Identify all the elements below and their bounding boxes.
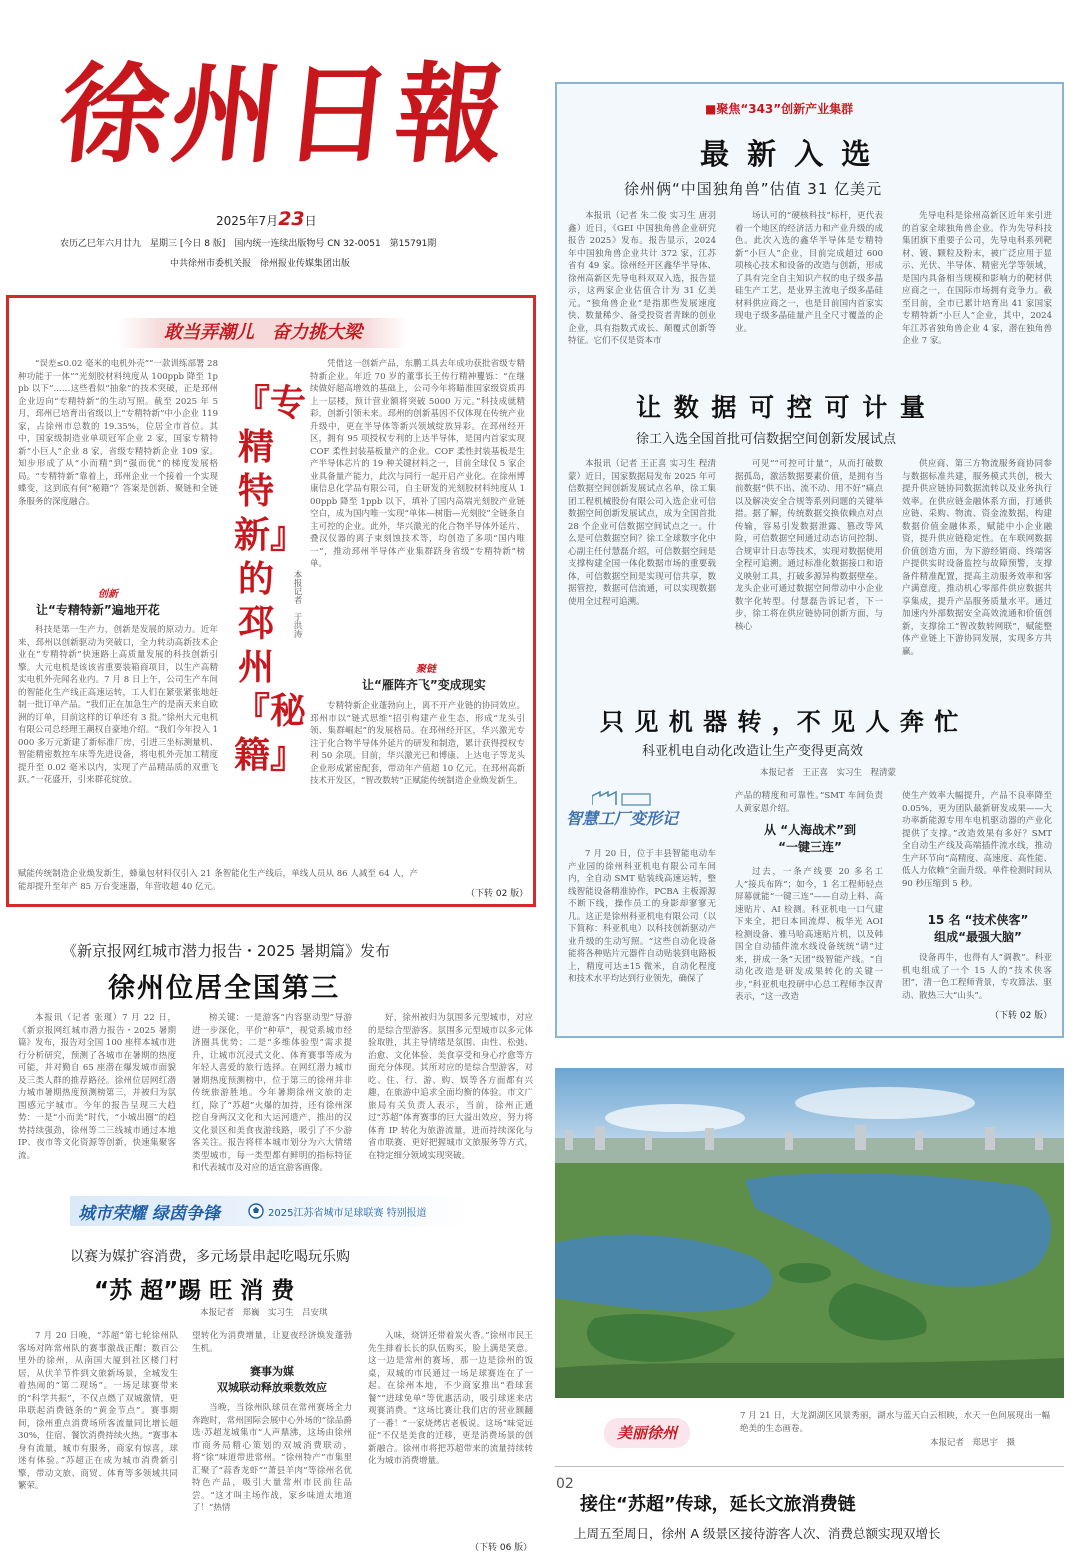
suchao-kicker: 以赛为媒扩容消费，多元场景串起吃喝玩乐购 — [70, 1249, 350, 1265]
feature-vertical-title: 『专精特新』的邳州『秘籍』 — [234, 383, 307, 776]
robot-subhead-1: 从 “人海战术”到 “一键三连” — [764, 823, 856, 854]
factory-icon — [592, 790, 652, 806]
date-suffix: 日 — [304, 214, 317, 228]
robot-column-2a: 产品的精度和可靠性。”SMT 车间负责人黄家恩介绍。 — [735, 791, 883, 814]
feature-bottom-text: 赋能传统制造企业焕发新生，蜂巢包材料仅引入 21 条智能化生产线后，单线人员从 86 人减至 64 人，产能却提升至年产 85 万台变速器，年营收超 40 亿元。 — [18, 869, 418, 892]
suchao-banner-title: 城市荣耀 绿茵争锋 — [78, 1204, 220, 1224]
suchao-column-3: 入味，烧饼还带着炭火香。”徐州市民王先生排着长长的队伍购买，脸上满是笑意。这一边是常州的赛场，那一边是徐州的饭桌，双城的市民通过一场足球赛连在了一起。在徐州本地，不少商家推出“看球套餐”“进球免单”等优惠活动，吸引球迷来店观赛消费。“这场比赛让我们店的营业额翻了一番！”一家烧烤店老板说。这场“味觉远征”不仅是美食的迁移，更是消费场景的创新融合。徐州市将把苏超带来的流量持续转化为城市消费增量。 — [368, 1331, 533, 1466]
feature-column-1a: “误差≤0.02 毫米的电机外壳”“一款训练部署 28 种功能于一体”“光刻胶材料纯度从 100ppb 降至 1ppb 以下”……这些看似“抽象”的技术突破，正是邳州企业迈向“专精特新”的生动写照。截至 2025 年 5 月，邳州已培育出省级以上“专精特新”中小企业 119 家，占徐州市总数的 19.35%，位居全市首位。其中，国家级制造业单项冠军企业 2 家，国家专精特新“小巨人”企业 8 家，省级专精特新企业 109 家。知步形成了从“小而精”到“强而优”的梯度发展格局。“专精特新”靠着上，邳州企业一个接着一个实现蝶变，这到底有何“秘籍”？答案是创新、聚链和全链条服务的深度融合。 — [18, 359, 218, 507]
teaser-page-number: 02 — [556, 1476, 574, 1492]
date-prefix: 2025年7月 — [216, 214, 279, 228]
feature-column-2a: 凭借这一创新产品，东鹏工具去年成功获批省级专精特新企业。年近 70 岁的董事长王传行精神矍铄：“在继续做好超高增效的基础上，公司今年将瞄准国家级资质再上一层楼，预计营业额将突破 5000 万元。”科技成就精彩，创新引领未来。邳州的创新基因不仅体现在传统产业升级中，更在半导体等新兴领域绽放异彩。在邳州经开区，拥有 95 项授权专利的上达半导体，是国内首家实现 COF 柔性封装基板量产的企业。COF 柔性封装基板是生产半导体芯片的 19 种关键材料之一，目前全球仅 5 家企业具备量产能力，此次与同行一起开启产业化。在徐州博康信息化学品有限公司，自主研发的光刻胶材料纯度从 100ppb 降至 1ppb 以下，填补了国内高端光刻胶产业链空白，成为国内唯一实现“单体—树脂—光刻胶”全链条自主可控的企业。此外，华兴激光的化合物半导体外延片、叠汉仪器的离子束刻蚀技术等，均创造了多项“国内唯一”，推动邳州半导体产业集群跻身省级“专精特新”榜单。 — [310, 359, 525, 569]
masthead-publisher-line: 中共徐州市委机关报 徐州报业传媒集团出版 — [170, 259, 351, 269]
robot-column-2b: 过去，一条产线要 20 多名工人“接兵布阵”；如今，1 名工程师轻点屏幕就能“一键三连”——自动上料、高速贴片、AI 检测。科亚机电一口气建下来全，把日本回流焊、板华光 AOI 检测设备、雅马哈高速贴片机，以及韩国全自动插件流水线设备统统“请”过来，拼成一条“天团”级智能产线。“自动化改造是研发成果转化的关键一步，”科亚机电投研中心总工程师李汉青表示，“这一改造 — [735, 867, 883, 1002]
suchao-column-2b: 当晚，当徐州队球员在常州赛场全力奔跑时，常州国际会展中心外场的“徐品爵选·苏超龙城集市”人声鼎沸，这场由徐州市商务局精心策划的双城消费联动，将“徐”味道带进常州。“徐州特产”市集里汇聚了“蒜香龙虾”“萧县羊肉”等徐州名优特色产品，吸引大量常州市民前往品尝。“这才叫主场作战，家乡味道太地道了！”热情 — [192, 1403, 352, 1513]
data-space-column-3: 供应商、第三方物流服务商协同参与数据标准共建，服务模式共创，极大提升供应链协同数据流转以及业务执行效率。在供应链金融体系方面，打通供应链、采购、物流、资金流数据，构建数据价值金融体系，赋能中小企业融资，提升供应链稳定性。在车联网数据价值创造方面，为下游经销商、终端客户提供实时设备监控与故障预警，支撑备件精准配置，提高主动服务效率和客户满意度。推动机心零部件供应数据共享集成，提升产品服务质量水平。通过加速内外部数据安全高效流通和价值创新，支撑徐工“智改数转网联”，赋能整体产业链上下游协同发展，实现多方共赢。 — [902, 459, 1052, 657]
masthead-logo: 徐州日報 — [53, 52, 515, 178]
feature-subhead-2: 让“雁阵齐飞”变成现实 — [362, 678, 486, 692]
xinjingbao-column-3: 好，徐州被归为氛围多元型城市，对应的是综合型游客。氛围多元型城市以多元体验取胜，其主导情绪是氛围、由性、松弛、治愈、文化体验、美食享受和身心疗愈等方面充分体现。其所对应的是综合型游客，对吃、住、行、游、购、娱等各方面都有兴趣，在旅游中追求全面均衡的体验。市文广旅局有关负责人表示，当前，徐州正通过“苏超”体育赛事的巨大溢出效应，努力将体育 IP 转化为旅游流量，进而持续深化与省市联赛、更好把握城市文旅服务等方式，在特定细分领域实现突破。 — [368, 1013, 533, 1161]
feature-banner-text: 敢当弄潮儿 奋力挑大梁 — [164, 322, 362, 343]
data-space-column-2: 可见”“可控可计量”，从而打破数据孤岛，激活数据要素价值，是拥有当前数据“供不出、流不动、用不好”痛点以及解决安全合规等系列问题的关键举措。据了解，传统数据交换依赖点对点传输，容易引发数据泄露、篡改等风险，可信数据空间通过动态访问控制、合规审计日志等技术，实现对数据使用全程可追溯。通过标准化数据接口和语义映射工具，打破多源异构数据壁垒。龙头企业可通过数据空间带动中小企业数字化转型。付慧磊告诉记者，下一步，徐工将在供应链协同创新方面，与核心 — [735, 459, 883, 632]
suchao-column-2a: 望转化为消费增量，让夏夜经济焕发蓬勃生机。 — [192, 1331, 352, 1354]
data-space-headline: 让 数 据 可 控 可 计 量 — [636, 393, 927, 422]
data-space-subtitle: 徐工入选全国首批可信数据空间创新发展试点 — [636, 432, 897, 447]
feature-sublabel-2: 聚链 — [416, 664, 436, 675]
data-space-column-1: 本报讯（记者 王正喜 实习生 程清蒙）近日，国家数据局发布 2025 年可信数据空间创新发展试点名单，徐工集团工程机械股份有限公司入选企业可信数据空间创新发展试点，成为全国首批 28 个企业可信数据空间试点之一。什么是可信数据空间？徐工全球数字化中心副主任付慧磊介绍，可信数据空间是支撑构建全国一体化数据市场的重要载体，可信数据空间是实现可信共享，数据管控，数据可信流通，可以实现数据使用全过程可追溯。 — [568, 459, 716, 607]
robot-column-1: 7 月 20 日，位于丰县智能电动车产业园的徐州科亚机电有限公司车间内，全自动 SMT 贴装线高速运转，整线智能设备精准协作，PCBA 主板源源不断下线，操作员工的身影却寥寥无几。这正是徐州科亚机电有限公司（以下简称：科亚机电）以科技创新驱动产业升级的生动写照。“这些自动化设备能将各种贴片元器件自动贴装到电路板上，精度可达±15 微米，自动化程度和技术水平均达到行业领先，确保了 — [568, 849, 716, 984]
unicorn-subtitle: 徐州俩“中国独角兽”估值 31 亿美元 — [624, 180, 883, 198]
xinjingbao-column-2: 榜关键：一是游客“内容驱动型”导游进一步深化，平价“种草”，视觉系城市经济圈具优势；二是“多维体验型”需求提升，让城市沉浸式文化、体育赛事等成为年轻人喜爱的旅行选择。在网红潜力城市暑期热度预测榜中，位于第三的徐州并非传统旅游胜地。今年暑期徐州文旅的走红，除了“苏超”火爆的加持，还有徐州深挖自身两汉文化和大运河遗产，推出的汉文化景区和美食夜游线路，吸引了不少游客关注。报告将样本城市划分为六大情绪类型城市，每一类型都有鲜明的指标特征和代表城市及对应的适宜游客画像。 — [192, 1013, 352, 1172]
masthead-issue-line: 农历乙巳年六月廿九 星期三 [今日 8 版] 国内统一连续出版物号 CN 32-0051 第15791期 — [60, 239, 437, 249]
lake-photo-image — [555, 1068, 1064, 1398]
photo-credit: 本报记者 郑思宇 摄 — [930, 1438, 1016, 1448]
feature-byline: 本报记者 于洪涛 — [292, 570, 302, 638]
masthead — [18, 40, 538, 280]
teaser-headline: 接住“苏超”传球，延长文旅消费链 — [580, 1494, 856, 1515]
unicorn-headline: 最 新 入 选 — [700, 137, 875, 171]
unicorn-column-1: 本报讯（记者 朱二俊 实习生 唐羽鑫）近日，《GEI 中国独角兽企业研究报告 2025》发布。报告显示，2024 年中国独角兽企业共计 372 家，江苏省有 49 家。徐州经开区鑫华半导体、徐州高新区先导电科双双入选，报告显示，这两家企业估值合计为 31 亿美元。“独角兽企业”是指那些发展速度快、数量稀少、备受投资者青睐的创业企业，具有指数式成长、颠覆式创新等特征。它们不仅是资本市 — [568, 211, 716, 346]
lake-photo — [555, 1068, 1064, 1398]
feature-column-1b: 科技是第一生产力，创新是发展的原动力。近年来，邳州以创新驱动为突破口，全力转动高新技术企业在“专精特新”快速路上高质量发展的科技创新引擎。大元电机是该该省重要装箱商项目，以生产高精实电机外壳闻名业内。7 月 8 日上午，公司生产车间的智能化生产线正高速运转，工人们在紧张紧张地赶制一批订单产品。“我们正在加急生产的是南天来自欧洲的订单，目前这样的订单还有 3 批。”徐州大元电机有限公司总经理王潮权自豪地介绍。“我们今年投入 1000 多万元新建了新标准厂房，引进三坐标测量机、智能精密数控车床等先进设备，将电机外壳加工精度提升至 0.02 毫米以内，实现了产品精品质的双重飞跃。”一花盛开，引来群花绽放。 — [18, 625, 218, 785]
football-icon — [248, 1203, 264, 1219]
feature-continued: （下转 02 版） — [466, 889, 529, 899]
suchao-banner — [70, 1196, 470, 1226]
feature-subhead-1: 让“专精特新”遍地开花 — [36, 603, 160, 617]
feature-sublabel-1: 创新 — [98, 589, 118, 600]
feature-column-2b: 专精特新企业蓬勃向上，离不开产业链的协同效应。邳州市以“链式思维”招引构建产业生态，形成“龙头引领、集群崛起”的发展格局。在邳州经开区，华兴激光专注于化合物半导体外延片的研发和制造，累计获得授权专利 50 余项。目前，华兴激光已和博康、上达电子等龙头企业形成紧密配套，带动年产值超 10 亿元。在邳州高新技术开发区，“智改数转”正赋能传统制造企业焕发新生。 — [310, 701, 525, 786]
robot-byline: 本报记者 王正喜 实习生 程清蒙 — [760, 768, 897, 778]
suchao-continued: （下转 06 版） — [470, 1543, 533, 1553]
smart-factory-badge — [566, 790, 716, 836]
feature-banner — [118, 318, 408, 348]
robot-headline: 只 见 机 器 转 ，不 见 人 奔 忙 — [600, 708, 960, 736]
teaser-divider — [555, 1466, 1064, 1467]
robot-subhead-2: 15 名 “技术侠客” 组成“最强大脑” — [927, 913, 1029, 944]
smart-factory-label: 智慧工厂变形记 — [566, 809, 679, 828]
robot-column-3a: 使生产效率大幅提升，产品不良率降至 0.05%，更为团队最新研发成果——大功率新能源专用车电机驱动器的产业化提供了支撑。”改造效果有多好？SMT 全自动生产线及高端插件流水线，推动生产环节向“高精度、高速度、高性能、低人力依赖”全面升级。单件检测时间从 90 秒压缩到 5 秒。 — [902, 791, 1052, 889]
suchao-headline: “苏 超”踢 旺 消 费 — [94, 1278, 295, 1304]
suchao-byline: 本报记者 郑巍 实习生 吕安琪 — [200, 1308, 328, 1318]
xinjingbao-column-1: 本报讯（记者 张瑾）7 月 22 日，《新京报网红城市潜力报告・2025 暑期篇》发布，报告对全国 100 座样本城市进行分析研究，预测了各城市在暑期的热度可能，并对勤自 65 座潜在爆发城市面貌及三类人群的推荐路径。徐州位居网红潜力城市暑期热度预测榜第三，并被归为氛围感元宇城市。今年的报告呈现三大趋势：一是“小而美”时代，“小城出圈”的趋势持续强劲，徐州等二三线城市通过本地 IP、夜市等文化资源等创新，快速集聚客流。 — [18, 1013, 176, 1161]
unicorn-column-3: 先导电科是徐州高新区近年来引进的首家全球独角兽企业。作为先导科技集团旗下重要子公司，先导电科系列靶材、镀、颗粒及粉末，被广泛应用于显示、光伏、半导体、精密光学等领域，是国内具备相当规模和影响力的靶材供应商之一，在国际市场拥有竞争力。截至目前，全市已累计培育出 41 家国家专精特新“小巨人”企业，其中，2024 年江苏省独角兽企业 4 家，潜在独角兽企业 7 家。 — [902, 211, 1052, 346]
meili-xuzhou-badge — [604, 1418, 690, 1448]
suchao-banner-subtitle: 2025江苏省城市足球联赛 特别报道 — [268, 1208, 427, 1219]
robot-subtitle: 科亚机电自动化改造让生产变得更高效 — [642, 744, 864, 759]
suchao-column-1: 7 月 20 日晚，“苏超”第七轮徐州队客场对阵常州队的赛事激战正酣；数百公里外的徐州，从南国大厦到社区楼门村居，从伏羊节件到文旅新场景，全城发生着热闹的“第二现场”。一场足球赛带来的“科学共振”，不仅点燃了双城激情，更串联起消费链条的“黄金节点”。赛事期间，徐州重点消费场所客流量同比增长超 30%，住宿、餐饮消费持续火热。“赛事本身有流量，城市有服务，商家有惊喜，球迷有体验。”苏超正在成为城市消费新引擎，带动文旅、商贸、体育等多领域共同繁荣。 — [18, 1331, 178, 1491]
xinjingbao-headline: 徐州位居全国第三 — [108, 973, 340, 1004]
robot-column-3b: 设备再牛，也得有人“调教”。科亚机电组成了一个 15 人的“技术侠客团”，清一色工程师背景，专攻算法、驱动、散热三大“山头”。 — [902, 953, 1052, 1001]
meili-xuzhou-text: 美丽徐州 — [616, 1424, 677, 1442]
masthead-date — [216, 208, 317, 230]
teaser-subtitle: 上周五至周日，徐州 A 级景区接待游客人次、消费总额实现双增长 — [574, 1526, 941, 1541]
unicorn-column-2: 场认可的“硬核科技”标杆，更代表着一个地区的经济活力和产业升级的成色。此次入选的鑫华半导体是专精特新“小巨人”企业，目前完成超过 600 项核心技术和设备的改造与创新，形成了具有完全自主知识产权的电子级多晶硅生产工艺，是业界主流电子级多晶硅材料供应商之一，也是目前国内首家实现电子级多晶硅量产且全尺寸覆盖的企业。 — [735, 211, 883, 334]
unicorn-kicker: ■聚焦“343”创新产业集群 — [705, 102, 854, 116]
robot-continued: （下转 02 版） — [990, 1011, 1053, 1021]
suchao-subhead: 赛事为媒 双城联动释放乘数效应 — [217, 1365, 327, 1394]
xinjingbao-kicker: 《新京报网红城市潜力报告・2025 暑期篇》发布 — [62, 942, 390, 960]
date-day: 23 — [278, 208, 305, 230]
photo-caption: 7 月 21 日，大龙湖湖区风景秀丽，湖水与蓝天白云相映，水天一色间展现出一幅绝美的生态画卷。 — [740, 1411, 1050, 1434]
